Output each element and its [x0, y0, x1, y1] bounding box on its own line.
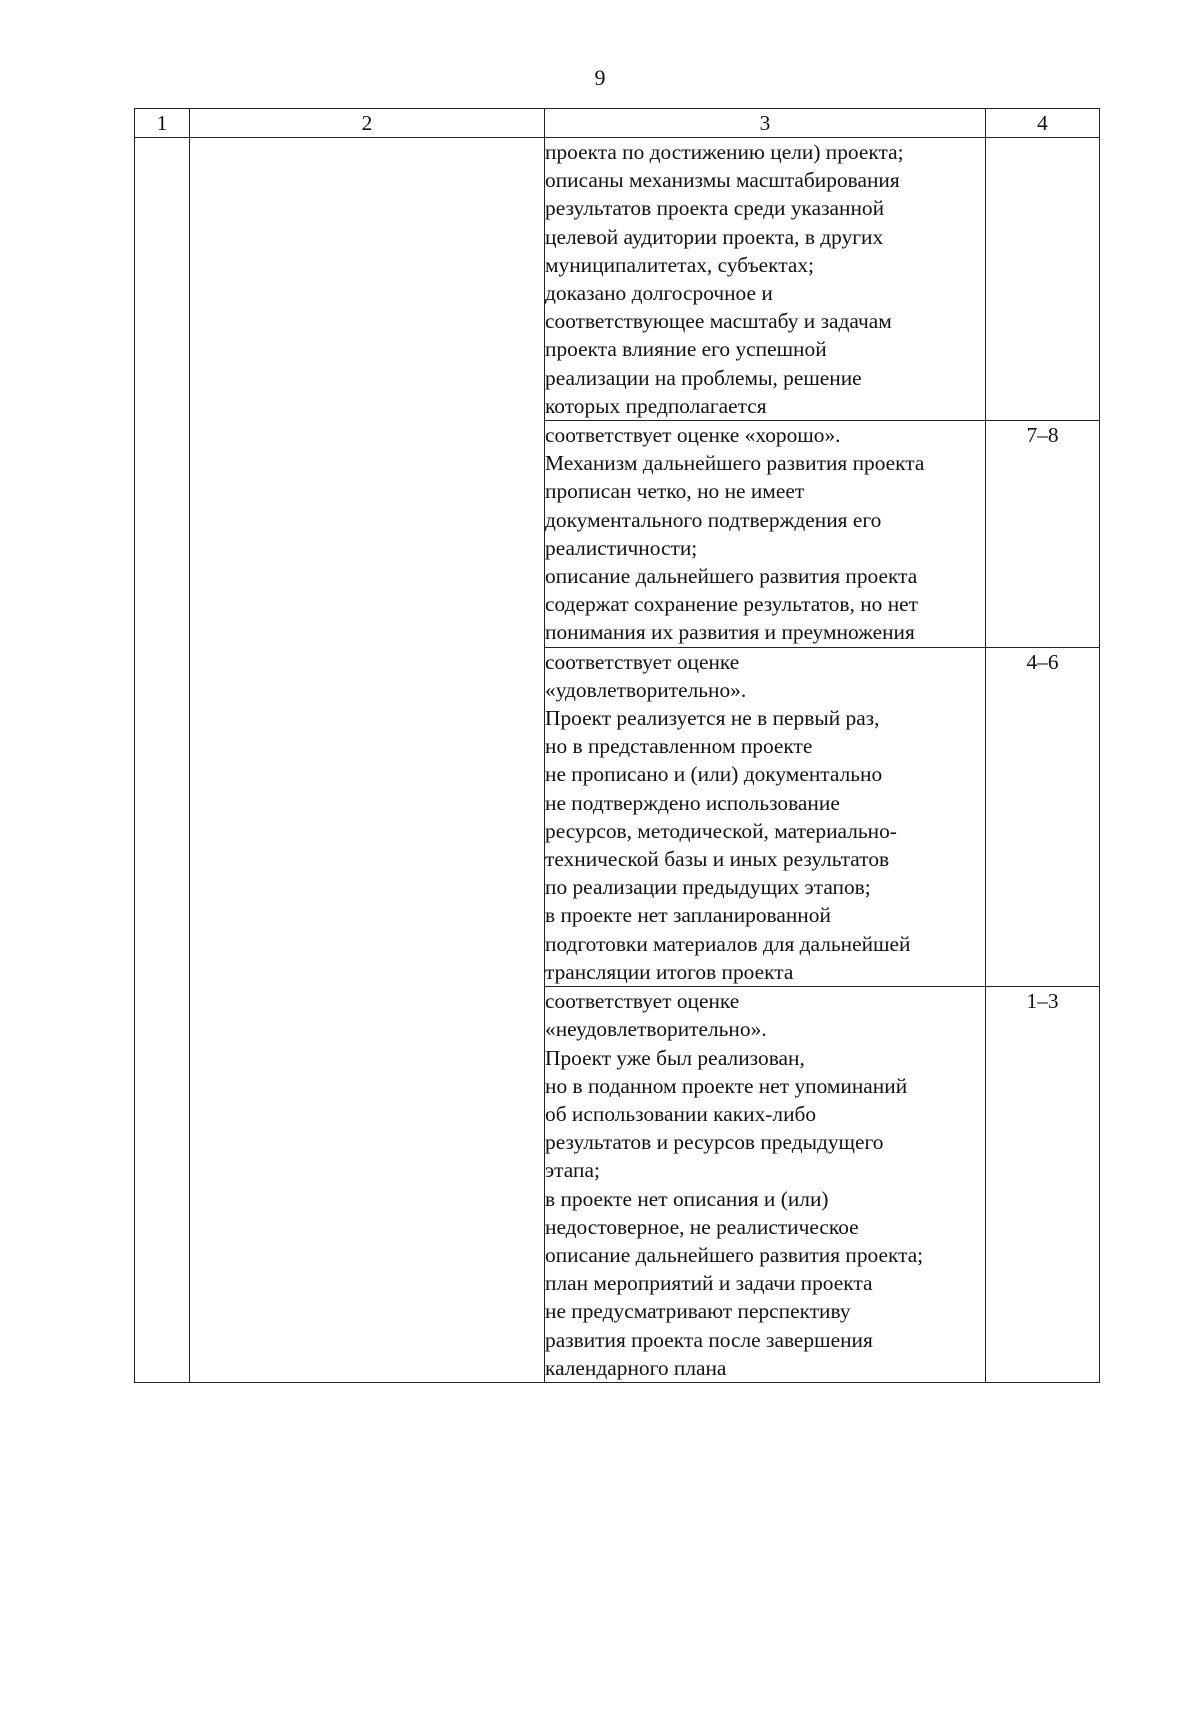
- table-row: [135, 138, 1100, 421]
- criteria-text-line: календарного плана: [545, 1355, 727, 1380]
- criteria-text-line: но в поданном проекте нет упоминаний: [545, 1073, 908, 1098]
- criteria-text-line: этапа;: [545, 1158, 600, 1183]
- criteria-table: [134, 108, 1100, 1383]
- criteria-text-line: «неудовлетворительно».: [545, 1017, 767, 1042]
- criteria-text-line: в проекте нет запланированной: [545, 903, 831, 928]
- criteria-text-line: прописан четко, но не имеет: [545, 479, 805, 504]
- criteria-text-line: результатов проекта среди указанной: [545, 196, 885, 221]
- criteria-text-line: соответствует оценке «хорошо».: [545, 423, 841, 448]
- criteria-text-line: которых предполагается: [545, 393, 767, 418]
- criteria-text-line: содержат сохранение результатов, но нет: [545, 592, 918, 617]
- criteria-text-line: но в представленном проекте: [545, 734, 813, 759]
- criteria-text-line: развития проекта после завершения: [545, 1327, 873, 1352]
- column-2-cell: [190, 138, 545, 1383]
- criteria-text-line: «удовлетворительно».: [545, 677, 747, 702]
- score-cell: 7–8: [986, 421, 1100, 648]
- criteria-text-line: результатов и ресурсов предыдущего: [545, 1130, 884, 1155]
- criteria-text-line: соответствует оценке: [545, 989, 740, 1014]
- criteria-text-line: понимания их развития и преумножения: [545, 620, 915, 645]
- column-header-2: 2: [190, 109, 545, 138]
- criteria-text-line: целевой аудитории проекта, в других: [545, 224, 884, 249]
- score-cell: 1–3: [986, 987, 1100, 1383]
- criteria-text-line: реализации на проблемы, решение: [545, 365, 862, 390]
- criteria-text-line: доказано долгосрочное и: [545, 281, 773, 306]
- criteria-text-line: в проекте нет описания и (или): [545, 1186, 829, 1211]
- criteria-text-line: не прописано и (или) документально: [545, 762, 883, 787]
- criteria-text-line: описание дальнейшего развития проекта;: [545, 1242, 924, 1267]
- column-header-1: 1: [135, 109, 190, 138]
- criteria-text-line: документального подтверждения его: [545, 507, 882, 532]
- criteria-text-line: муниципалитетах, субъектах;: [545, 252, 814, 277]
- criteria-text-line: технической базы и иных результатов: [545, 847, 890, 872]
- criteria-text-line: недостоверное, не реалистическое: [545, 1214, 859, 1239]
- criteria-text-line: по реализации предыдущих этапов;: [545, 875, 871, 900]
- criteria-description-cell: [545, 421, 986, 648]
- criteria-text-line: проекта по достижению цели) проекта;: [545, 140, 904, 164]
- criteria-text-line: описаны механизмы масштабирования: [545, 168, 900, 193]
- criteria-text-line: проекта влияние его успешной: [545, 337, 827, 362]
- criteria-text-line: ресурсов, методической, материально-: [545, 818, 897, 843]
- criteria-text-line: не предусматривают перспективу: [545, 1299, 851, 1324]
- criteria-description-cell: [545, 138, 986, 421]
- score-cell: [986, 138, 1100, 421]
- criteria-text-line: соответствующее масштабу и задачам: [545, 309, 892, 334]
- criteria-text-line: описание дальнейшего развития проекта: [545, 564, 918, 589]
- page-number: 9: [594, 65, 606, 90]
- criteria-text-line: Проект уже был реализован,: [545, 1045, 805, 1070]
- criteria-text-line: трансляции итогов проекта: [545, 959, 794, 984]
- criteria-text-line: не подтверждено использование: [545, 790, 840, 815]
- column-header-3: 3: [545, 109, 986, 138]
- score-cell: 4–6: [986, 647, 1100, 986]
- criteria-text-line: об использовании каких-либо: [545, 1101, 817, 1126]
- criteria-description-cell: [545, 647, 986, 986]
- column-1-cell: [135, 138, 190, 1383]
- criteria-text-line: подготовки материалов для дальнейшей: [545, 931, 911, 956]
- criteria-text-line: Проект реализуется не в первый раз,: [545, 706, 880, 731]
- table-header-row: [135, 109, 1100, 138]
- criteria-description-cell: [545, 987, 986, 1383]
- criteria-text-line: план мероприятий и задачи проекта: [545, 1271, 873, 1296]
- criteria-text-line: реалистичности;: [545, 535, 698, 560]
- column-header-4: 4: [986, 109, 1100, 138]
- criteria-text-line: соответствует оценке: [545, 649, 740, 674]
- criteria-text-line: Механизм дальнейшего развития проекта: [545, 451, 925, 476]
